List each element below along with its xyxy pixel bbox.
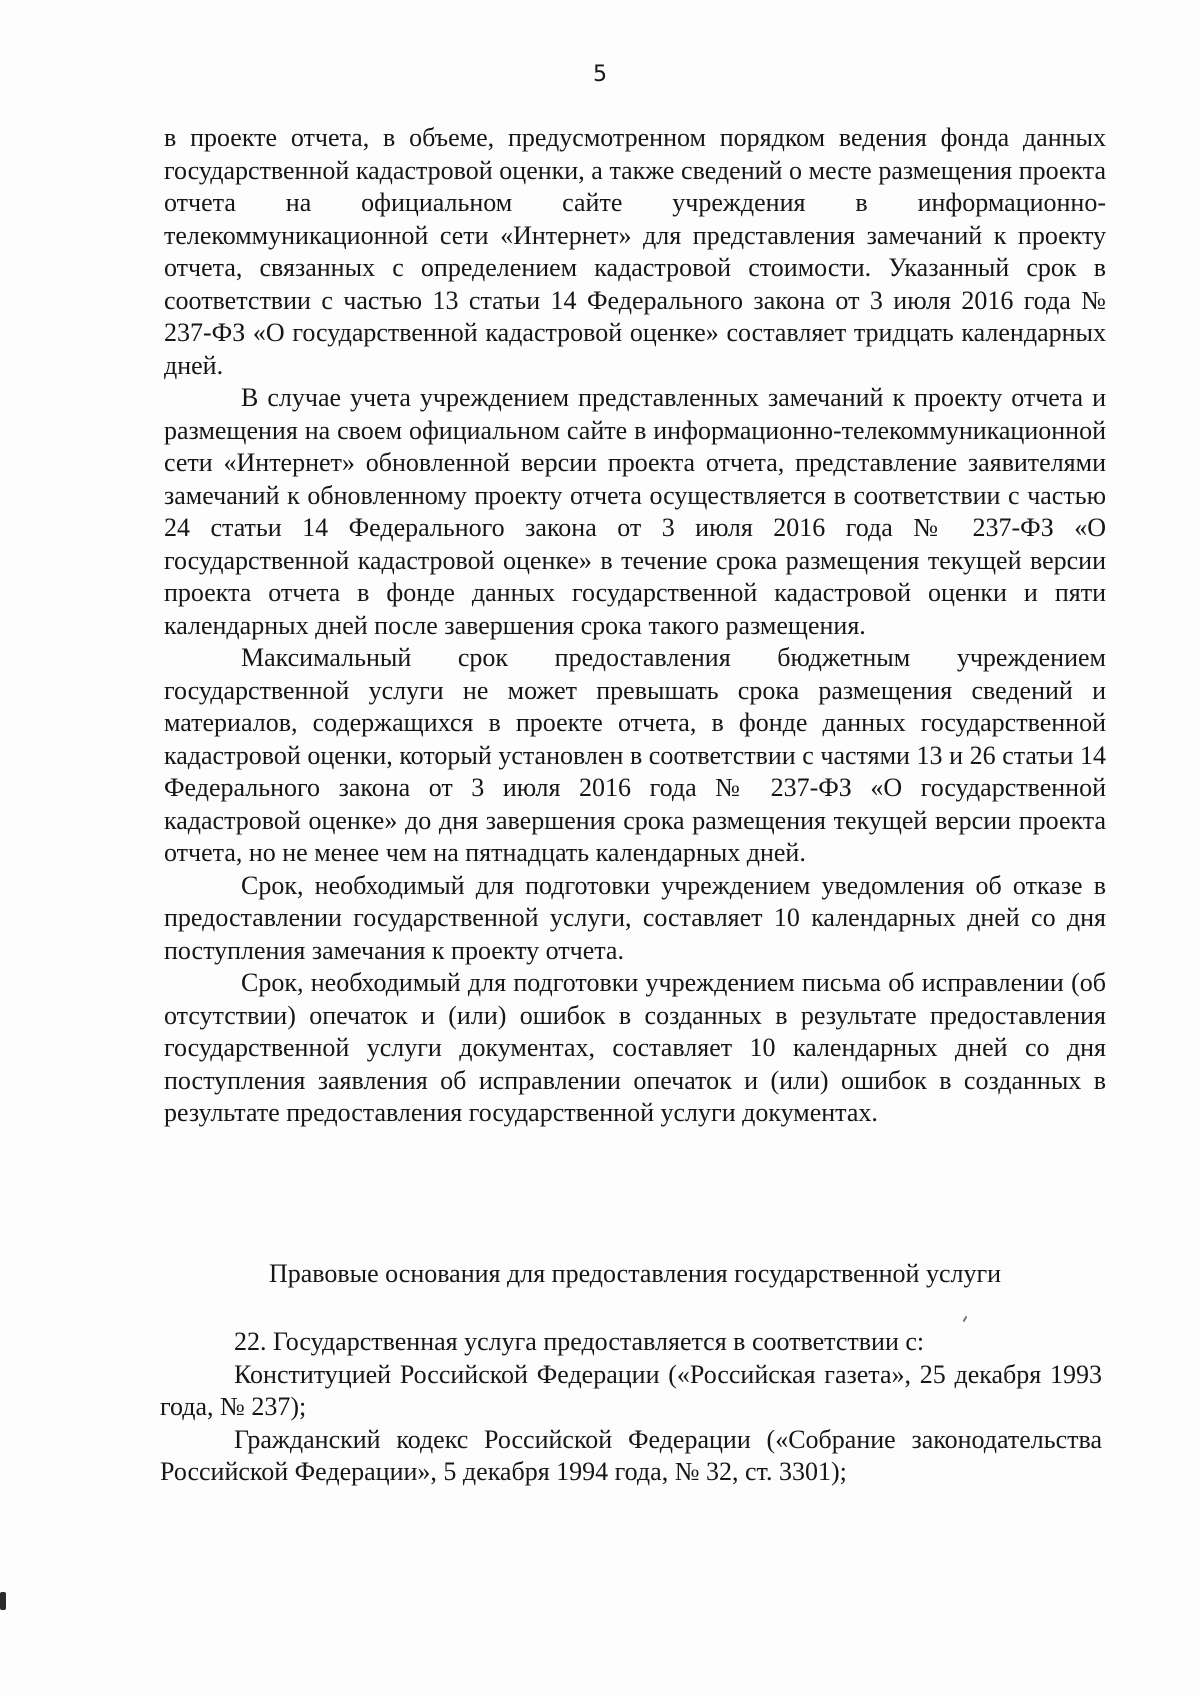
paragraph-typo-correction-period: Срок, необходимый для подготовки учреждением письма об исправлении (об отсутствии) опечаток и (или) ошибок в созданных в результате предоставления государственной услуги документах, составляет 10 календарных дней со дня поступления заявления об исправлении опечаток и (или) ошибок в созданных в результате предоставления государственной услуги документах.: [164, 968, 1106, 1127]
section-heading: Правовые основания для предоставления государственной услуги: [268, 1259, 1002, 1288]
paragraph-maximum-service-period: Максимальный срок предоставления бюджетным учреждением государственной услуги не может превышать срока размещения сведений и материалов, содержащихся в проекте отчета, в фонде данных государственной кадастровой оценки, который установлен в соответствии с частями 13 и 26 статьи 14 Федерального закона от 3 июля 2016 года № 237-ФЗ «О государственной кадастровой оценке» до дня завершения срока размещения текущей версии проекта отчета, но не менее чем на пятнадцать календарных дней.: [164, 643, 1106, 867]
legal-basis-list: [160, 1326, 1102, 1489]
paragraph-updated-draft-remarks: В случае учета учреждением представленных замечаний к проекту отчета и размещения на своем официальном сайте в информационно-телекоммуникационной сети «Интернет» обновленной версии проекта отчета, представление заявителями замечаний к обновленному проекту отчета осуществляется в соответствии с частью 24 статьи 14 Федерального закона от 3 июля 2016 года № 237-ФЗ «О государственной кадастровой оценке» в течение срока размещения текущей версии проекта отчета в фонде данных государственной кадастровой оценки и пяти календарных дней после завершения срока такого размещения.: [164, 383, 1106, 640]
scan-edge-mark: [0, 1592, 6, 1610]
legal-basis-civil-code: Гражданский кодекс Российской Федерации («Собрание законодательства Российской Федерации», 5 декабря 1994 года, № 32, ст. 3301);: [160, 1424, 1102, 1486]
body-text: [164, 122, 1106, 1130]
legal-basis-constitution: Конституцией Российской Федерации («Российская газета», 25 декабря 1993 года, № 237);: [160, 1359, 1102, 1421]
legal-basis-intro: 22. Государственная услуга предоставляется в соответствии с:: [234, 1327, 925, 1356]
paragraph-report-draft-period: в проекте отчета, в объеме, предусмотренном порядком ведения фонда данных государственной кадастровой оценки, а также сведений о месте размещения проекта отчета на официальном сайте учреждения в информационно-телекоммуникационной сети «Интернет» для представления замечаний к проекту отчета, связанных с определением кадастровой стоимости. Указанный срок в соответствии с частью 13 статьи 14 Федерального закона от 3 июля 2016 года № 237-ФЗ «О государственной кадастровой оценке» составляет тридцать календарных дней.: [164, 123, 1106, 380]
page-number: 5: [593, 62, 607, 87]
scan-artifact-mark: [963, 1316, 968, 1322]
paragraph-refusal-notice-period: Срок, необходимый для подготовки учреждением уведомления об отказе в предоставлении государственной услуги, составляет 10 календарных дней со дня поступления замечания к проекту отчета.: [164, 870, 1106, 965]
